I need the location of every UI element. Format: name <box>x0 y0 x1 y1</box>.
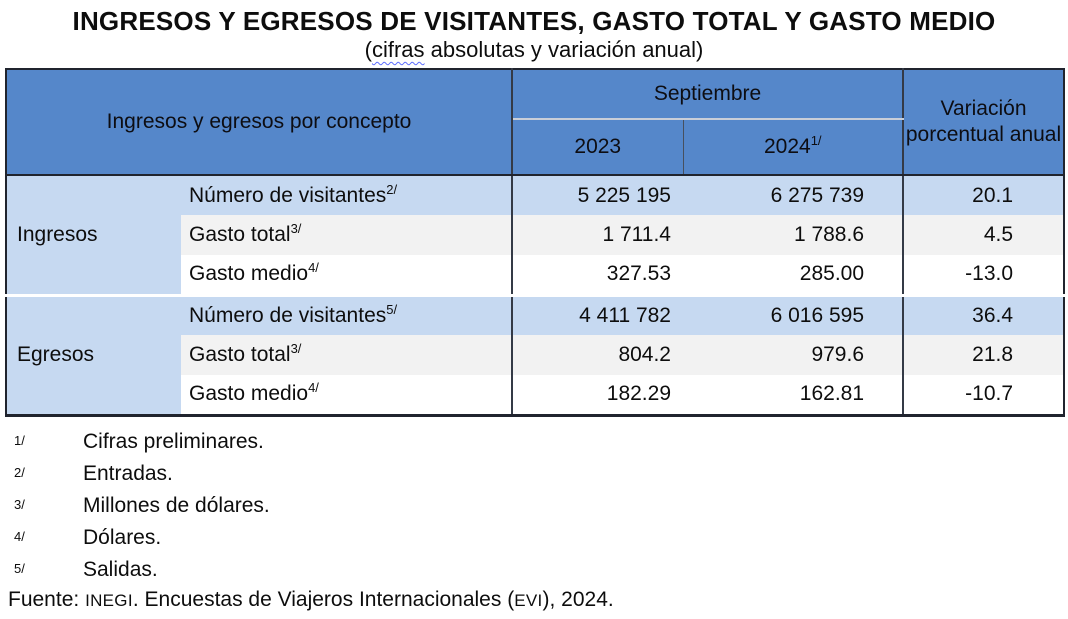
footnote-marker: 2/ <box>14 464 25 480</box>
footnote-item <box>0 426 1068 458</box>
header-variacion: Variación porcentual anual <box>903 69 1064 175</box>
source-org-evi: EVI <box>514 590 543 610</box>
footnote-ref-4: 4/ <box>308 260 319 276</box>
concept-cell <box>181 295 512 335</box>
concept-cell <box>181 335 512 375</box>
concept-label: Gasto total <box>189 343 291 366</box>
value-2023: 4 411 782 <box>512 295 683 335</box>
footnote-text: Salidas. <box>83 557 158 581</box>
header-row-top <box>6 69 1064 119</box>
page-subtitle <box>0 36 1068 63</box>
table-row <box>6 175 1064 215</box>
concept-label: Gasto total <box>189 223 291 246</box>
header-2024 <box>683 119 903 175</box>
subtitle-spellcheck-word: cifras <box>371 37 425 62</box>
source-org-inegi: INEGI <box>85 590 133 610</box>
value-2023: 5 225 195 <box>512 175 683 215</box>
footnote-ref-1: 1/ <box>810 133 822 148</box>
footnote-ref-5: 5/ <box>386 301 398 317</box>
footnote-marker: 3/ <box>14 496 25 512</box>
page <box>0 6 1068 619</box>
value-variation: 21.8 <box>903 335 1064 375</box>
visitors-income-expense-table <box>5 68 1065 417</box>
source-label: Fuente: <box>8 587 86 611</box>
footnote-ref-3: 3/ <box>290 221 302 236</box>
footnote-list <box>0 426 1068 586</box>
footnote-marker: 5/ <box>14 560 25 576</box>
value-2023: 327.53 <box>512 255 683 295</box>
source-suffix: ), 2024. <box>542 587 614 611</box>
value-2023: 804.2 <box>512 335 683 375</box>
source-line <box>0 587 1068 614</box>
value-variation: 20.1 <box>903 175 1064 215</box>
source-middle: . Encuestas de Viajeros Internacionales ( <box>132 587 515 611</box>
value-variation: 4.5 <box>903 215 1064 255</box>
concept-label: Número de visitantes <box>189 303 387 327</box>
group-label-egresos: Egresos <box>6 295 181 415</box>
concept-cell <box>181 175 512 215</box>
page-title: INGRESOS Y EGRESOS DE VISITANTES, GASTO TOTAL Y GASTO MEDIO <box>72 6 996 36</box>
footnote-ref-2: 2/ <box>386 181 398 197</box>
subtitle-rest: absolutas y variación anual) <box>424 37 704 62</box>
footnote-item <box>0 522 1068 554</box>
footnote-ref-4: 4/ <box>308 380 319 396</box>
footnote-item <box>0 458 1068 490</box>
value-2024: 285.00 <box>683 255 903 295</box>
concept-label: Gasto medio <box>189 262 309 286</box>
concept-cell <box>181 375 512 415</box>
footnote-item <box>0 490 1068 522</box>
footnote-ref-3: 3/ <box>290 341 302 356</box>
value-2023: 1 711.4 <box>512 215 683 255</box>
value-2024: 6 275 739 <box>683 175 903 215</box>
table-row <box>6 295 1064 335</box>
value-2023: 182.29 <box>512 375 683 415</box>
concept-cell <box>181 255 512 295</box>
concept-cell <box>181 215 512 255</box>
concept-label: Número de visitantes <box>189 183 387 207</box>
concept-label: Gasto medio <box>189 382 309 406</box>
value-variation: -10.7 <box>903 375 1064 415</box>
value-2024: 6 016 595 <box>683 295 903 335</box>
footnote-marker: 4/ <box>14 528 25 544</box>
value-2024: 979.6 <box>683 335 903 375</box>
footnote-text: Entradas. <box>83 461 173 485</box>
header-concept: Ingresos y egresos por concepto <box>6 69 512 175</box>
footnote-text: Millones de dólares. <box>83 493 270 517</box>
group-label-ingresos: Ingresos <box>6 175 181 295</box>
footnote-text: Dólares. <box>83 525 162 549</box>
value-2024: 1 788.6 <box>683 215 903 255</box>
header-2024-label: 2024 <box>763 135 811 158</box>
value-2024: 162.81 <box>683 375 903 415</box>
footnote-marker: 1/ <box>14 432 25 448</box>
footnote-item <box>0 554 1068 586</box>
value-variation: -13.0 <box>903 255 1064 295</box>
value-variation: 36.4 <box>903 295 1064 335</box>
subtitle-open: ( <box>364 37 372 62</box>
footnote-text: Cifras preliminares. <box>83 429 264 453</box>
header-septiembre: Septiembre <box>512 69 903 119</box>
header-2023: 2023 <box>512 119 683 175</box>
